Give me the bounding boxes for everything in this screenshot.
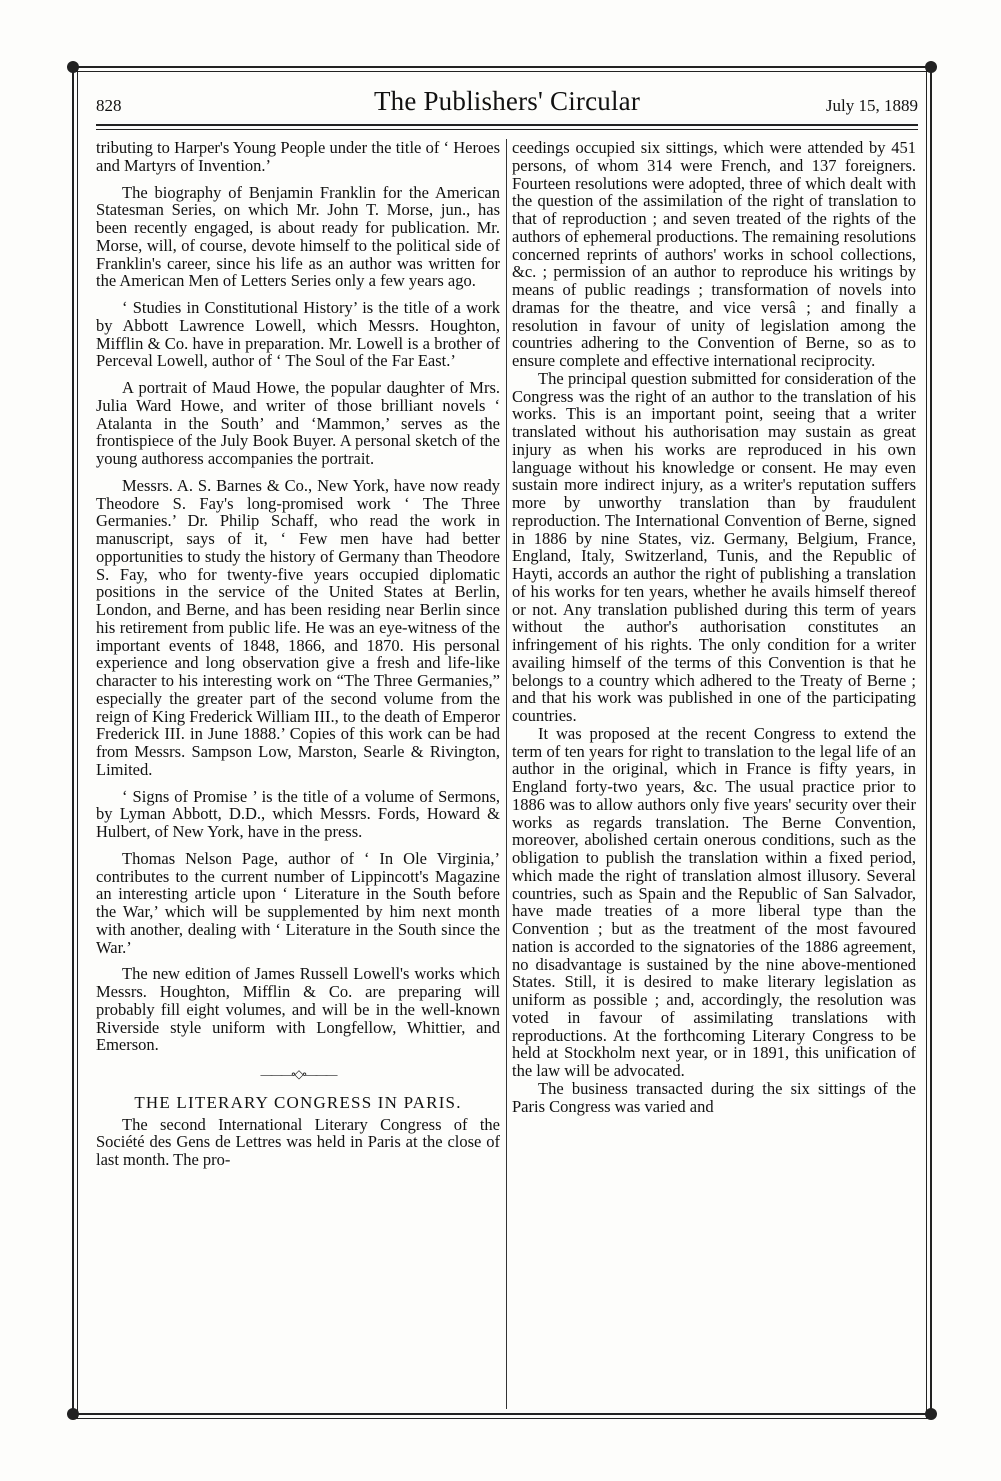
corner-ornament-top-left xyxy=(67,61,79,73)
left-column xyxy=(96,139,500,1169)
paragraph-thomas-nelson-page: Thomas Nelson Page, author of ‘ In Ole Virginia,’ contributes to the current number of Lippincott's Magazine an interesting article upon ‘ Literature in the South before the War,’ which will be supplemented by him next month with another, dealing with ‘ Literature in the South since the War.’ xyxy=(96,848,500,957)
issue-date: July 15, 1889 xyxy=(825,96,918,115)
right-border-rule xyxy=(930,66,932,1418)
running-header xyxy=(96,86,918,120)
left-border-rule xyxy=(72,66,74,1418)
paragraph-term-extension: It was proposed at the recent Congress to extend the term of ten years for right to translation to the legal life of an author in the original, which in France is fifty years, in England forty-two years, &c. The usual practice prior to 1886 was to allow authors only five years' security over their works as regards translation. The Berne Convention, moreover, abolished certain onerous conditions, such as the obligation to publish the translation within a fixed period, which made the right of translation almost illusory. Several countries, such as Spain and the Republic of San Salvador, have made treaties of a more liberal type than the Convention ; but as the treatment of the most favoured nation is accorded to the signatories of the 1886 agreement, no disadvantage is sustained by the nine above-mentioned States. Still, it is desired to make literary legislation as uniform as possible ; and, accordingly, the resolution was voted in favour of assimilating translations with reproductions. At the forthcoming Literary Congress to be held at Stockholm next year, or in 1891, this unification of the law will be advocated. xyxy=(512,723,916,1080)
paragraph-congress-proceedings: ceedings occupied six sittings, which were attended by 451 persons, of whom 314 were French, and 137 foreigners. Fourteen resolutions were adopted, three of which dealt with the question of the assimilation of the right of translation to that of reproduction ; and seven treated of the rights of the authors of ephemeral productions. The remaining resolutions concerned reprints of authors' works in school collections, &c. ; permission of an author to reproduce his writings by means of public readings ; transformation of novels into dramas for the theatre, and vice versâ ; and finally a resolution in favour of unity of legislation among the countries adhering to the Convention of Berne, so as to ensure complete and effective international reciprocity. xyxy=(512,138,916,370)
header-underline-inner xyxy=(96,129,918,130)
bottom-border-rule xyxy=(72,1413,932,1415)
bottom-border-rule-inner xyxy=(72,1418,932,1419)
paragraph-maud-howe: A portrait of Maud Howe, the popular daughter of Mrs. Julia Ward Howe, and writer of those brilliant novels ‘ Atalanta in the South’ and ‘Mammon,’ serves as the frontispiece of the July Book Buyer. A personal sketch of the young authoress accompanies the portrait. xyxy=(96,378,500,468)
header-underline xyxy=(96,124,918,126)
corner-ornament-bottom-right xyxy=(925,1408,937,1420)
left-border-rule-inner xyxy=(77,66,78,1418)
corner-ornament-bottom-left xyxy=(67,1408,79,1420)
right-border-rule-inner xyxy=(926,66,927,1418)
right-column xyxy=(512,139,916,1115)
top-border-rule-inner xyxy=(72,71,932,72)
corner-ornament-top-right xyxy=(925,61,937,73)
paragraph-lowell-works: The new edition of James Russell Lowell's works which Messrs. Houghton, Mifflin & Co. are preparing will probably fill eight volumes, and will be in the well-known Riverside style uniform with Longfellow, Whittier, and Emerson. xyxy=(96,964,500,1055)
paragraph-constitutional-history: ‘ Studies in Constitutional History’ is the title of a work by Abbott Lawrence Lowell, which Messrs. Houghton, Mifflin & Co. have in preparation. Mr. Lowell is a brother of Perceval Lowell, author of ‘ The Soul of the Far East.’ xyxy=(96,298,500,371)
paragraph-translation-rights: The principal question submitted for consideration of the Congress was the right of an author to the translation of his works. This is an important point, seeing that a writer translated without his authorisation may sustain as great injury as when his works are reproduced in his own language without his knowledge or consent. He may even sustain more indirect injury, as a writer's reputation suffers more by unworthy translation than by fraudulent reproduction. The International Convention of Berne, signed in 1886 by nine States, viz. Germany, Belgium, France, England, Italy, Switzerland, Tunis, and the Republic of Hayti, accords an author the right of publishing a translation of his works for ten years, whether he avails himself thereof or not. Any translation published during this term of years without the author's authorisation constitutes an infringement of his rights. The only condition for a writer availing himself of the terms of this Convention is that he belongs to a country which adhered to the Treaty of Berne ; and that his work was published in one of the participating countries. xyxy=(512,368,916,725)
paragraph-literary-congress-intro: The second International Literary Congress of the Société des Gens de Lettres was held in Paris at the close of last month. The pro- xyxy=(96,1114,500,1169)
paragraph-franklin-biography: The biography of Benjamin Franklin for the American Statesman Series, on which Mr. John T. Morse, jun., has been recently engaged, is about ready for publication. Mr. Morse, will, of course, devote himself to the political side of Franklin's career, since his life as an author was written for the American Men of Letters Series only a few years ago. xyxy=(96,182,500,291)
column-divider xyxy=(506,139,507,1409)
top-border-rule xyxy=(72,66,932,68)
page-number: 828 xyxy=(96,96,122,115)
paragraph-three-germanies: Messrs. A. S. Barnes & Co., New York, have now ready Theodore S. Fay's long-promised work ‘ The Three Germanies.’ Dr. Philip Schaff, who read the work in manuscript, says of it, ‘ Few men have had better opportunities to study the history of Germany than Theodore S. Fay, who for twenty-five years occupied diplomatic positions in the service of the United States at Berlin, London, and Berne, and has been residing near Berlin since his retirement from public life. He was an eye-witness of the important events of 1848, 1866, and 1870. His personal experience and long observation give a fresh and life-like character to his interesting work on “The Three Germanies,” especially the greater part of the second volume from the reign of King Frederick William III., to the death of Emperor Frederick III. in June 1888.’ Copies of this work can be had from Messrs. Sampson Low, Marston, Searle & Rivington, Limited. xyxy=(96,475,500,779)
paragraph-harpers-young-people: tributing to Harper's Young People under the title of ‘ Heroes and Martyrs of Invention.’ xyxy=(96,138,500,175)
section-divider-ornament: ———∘◇∘——— xyxy=(260,1067,336,1081)
journal-title: The Publishers' Circular xyxy=(373,86,641,116)
section-heading: THE LITERARY CONGRESS IN PARIS. xyxy=(134,1092,462,1112)
paragraph-business-transacted: The business transacted during the six sittings of the Paris Congress was varied and xyxy=(512,1078,916,1116)
paragraph-signs-of-promise: ‘ Signs of Promise ’ is the title of a volume of Sermons, by Lyman Abbott, D.D., which Messrs. Fords, Howard & Hulbert, of New York, have in the press. xyxy=(96,786,500,841)
